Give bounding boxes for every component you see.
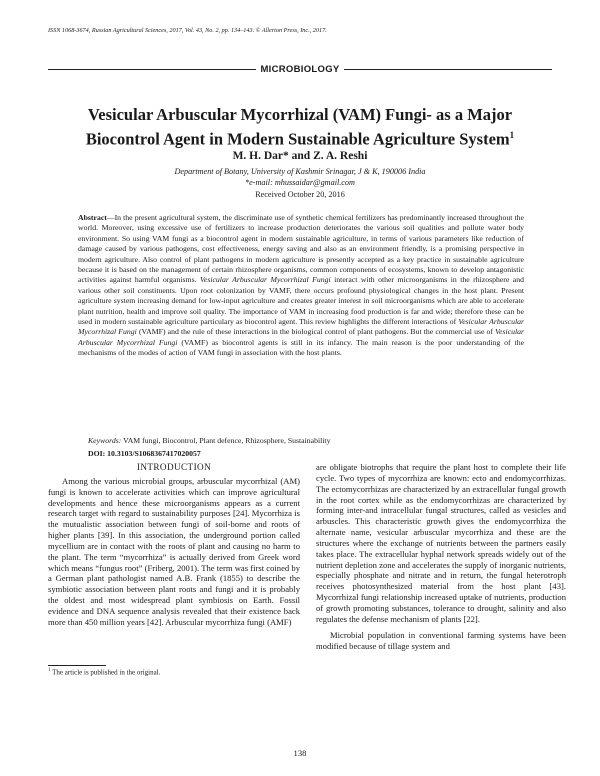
article-title: Vesicular Arbuscular Mycorrhizal (VAM) Fungi- as a Major Biocontrol Agent in Modern Sustainable Agriculture System$^1$ xyxy=(85,105,515,149)
keywords xyxy=(88,436,518,445)
abstract-italic-2: Vesicular Arbuscular Mycorrhizal Fungi xyxy=(78,317,524,337)
author-email: *e-mail: mhussaidar@gmail.com xyxy=(245,178,355,187)
keywords-text: VAM fungi, Biocontrol, Plant defence, Rhizosphere, Sustainability xyxy=(121,436,331,445)
right-column xyxy=(316,462,566,651)
affiliation xyxy=(0,166,600,188)
affiliation-text: Department of Botany, University of Kashmir Srinagar, J & K, 190006 India xyxy=(174,167,426,176)
abstract-text-4: (VAMF) as biocontrol agents is still in its infancy. The main reason is the poor understanding of the mechanisms of the modes of action of VAM fungi in association with the host plants. xyxy=(78,337,525,358)
journal-header-line: ISSN 1068-3674, Russian Agricultural Sciences, 2017, Vol. 43, No. 2, pp. 134–143. © Allerton Press, Inc., 2017. xyxy=(48,27,327,34)
abstract-text-2: interact with other microorganisms in the rhizosphere and various other soil constituents. Upon root colonization by VAMF, there occurs profound physiological changes in the host plant. Present agriculture system increasing demand for low-input agriculture and creates greater interest in soil microorganisms which are able to accelerate plant nutrition, health and improve soil quality. The importance of VAM in increasing food production is far and wide; therefore these can be used in modern sustainable agriculture particulary as biocontrol agent. This review highlights the different interactions of xyxy=(78,275,524,327)
abstract-italic-3: Vesicular Arbuscular Mycorrhizal Fungi xyxy=(78,327,524,347)
right-paragraph-2: Microbial population in conventional farming systems have been modified because of tillage system and xyxy=(316,629,566,651)
section-label: MICROBIOLOGY xyxy=(0,64,600,75)
abstract-text-1: In the present agricultural system, the discriminate use of synthetic chemical fertilizers has predominantly increased throughout the world. Moreover, using excessive use of fertilizers to increase production deteriorates the various soil qualities and pollute water body environment. So using VAM fungi as a biocontrol agent in modern sustainable agriculture, in terms of various parameters like reduction of damage caused by various pathogens, cost effectiveness, energy saving and also as an environment friendly, is a promising perspective in modern agriculture. Also control of plant pathogens in modern agriculture is presently accepted as a key practice in sustainable agriculture because it is based on the management of certain rhizosphere organisms, common components of ecosystems, known to develop antagonistic activities against harmful organisms. xyxy=(78,213,524,285)
authors: M. H. Dar* and Z. A. Reshi xyxy=(232,150,368,162)
abstract-italic-1: Vesicular Arbuscular Mycorrhizal Fungi xyxy=(200,275,331,285)
abstract xyxy=(78,213,524,359)
left-column xyxy=(48,462,300,628)
doi: DOI: 10.3103/S1068367417020057 xyxy=(88,449,201,458)
right-paragraph-1: are obligate biotrophs that require the plant host to complete their life cycle. Two types of mycorrhiza are known: ecto and endomycorrhizas. The ectomycorrhizas are characterized by an extracellular fungal growth in the root cortex while as the endomycorrhizas are characterized by forming inter-and intracellular fungal structures, called as vesicles and arbuscles. This characteristic growth gives the endomycorrhiza the alternate name, vesicular arbuscular mycorrhiza and these are the structures where the exchange of nutrients between the partners easily takes place. The extracellular hyphal network spreads widely out of the nutrient depletion zone and accelerates the supply of inorganic nutrients, especially phosphate and nitrate and in return, the fungal heterotroph receives photosynthesized material from the host plant [43]. Mycorrhizal fungi relationship increased uptake of nutrients, production of growth promoting substances, tolerance to drought, salinity and also regulates the defense mechanism of plants [22]. xyxy=(316,462,566,624)
keywords-label: Keywords: xyxy=(88,436,122,445)
footnote-mark: 1 xyxy=(48,668,51,673)
introduction-heading: INTRODUCTION xyxy=(136,462,212,472)
left-paragraph: Among the various microbial groups, arbuscular mycorrhizal (AM) fungi is known to accelerate activities which can improve agricultural developments and hence these microorganisms appears as a current research target with regard to sustainability purposes [24]. Mycorrhiza is the mutualistic association between fungi of soil-borne and roots of higher plants [39]. In this association, the underground portion called mycellium are in contact with the roots of plant and causing no harm to the plant. The term “mycorrhiza” is actually derived from Greek word which means “fungus root” (Friberg, 2001). The term was first coined by a German plant pathologist named A.B. Frank (1855) to describe the symbiotic association between plant roots and fungi and it is probably the oldest and most widespread plant symbiosis on Earth. Fossil evidence and DNA sequence analysis revealed that their existence back more than 450 million years [42]. Arbuscular mycorrhiza fungi (AMF) xyxy=(48,475,300,627)
title-footnote-mark: 1 xyxy=(509,130,515,140)
footnote-text: The article is published in the original. xyxy=(50,668,161,677)
received-date: Received October 20, 2016 xyxy=(255,190,345,199)
footnote-rule xyxy=(48,665,106,666)
abstract-dash: — xyxy=(106,213,115,222)
page-number: 138 xyxy=(293,748,307,758)
abstract-text-3: (VAMF) and the rule of these interactions in the biological control of plant pathogens. But the commercial use of xyxy=(136,327,496,337)
footnote xyxy=(48,668,160,676)
abstract-label: Abstract xyxy=(78,213,107,222)
